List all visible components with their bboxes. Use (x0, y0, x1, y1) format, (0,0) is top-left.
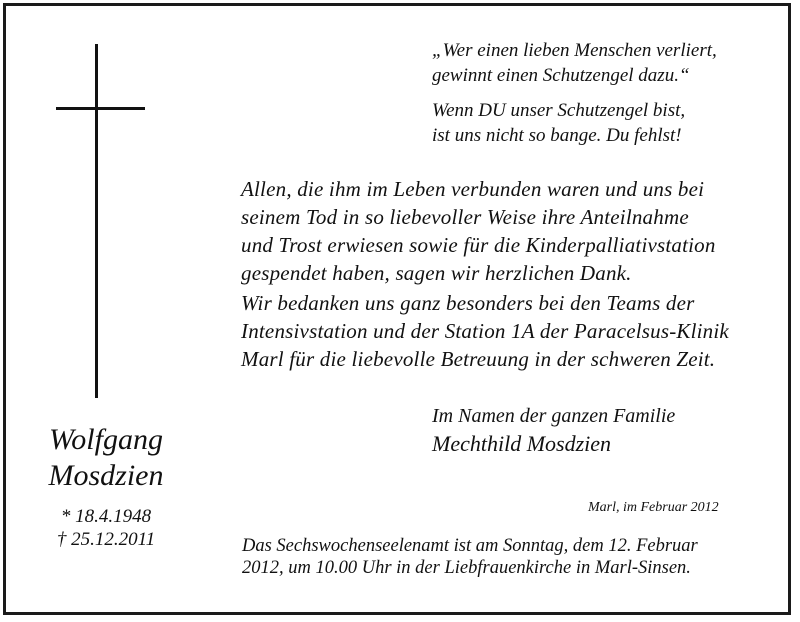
signature-name: Mechthild Mosdzien (432, 431, 612, 456)
mass-notice-line: 2012, um 10.00 Uhr in der Liebfrauenkirche in Marl-Sinsen. (242, 558, 691, 578)
quote-followup-line: ist uns nicht so bange. Du fehlst! (432, 125, 682, 146)
deceased-name (20, 422, 192, 494)
cross-icon-crossbar (56, 107, 145, 110)
teams-line: Wir bedanken uns ganz besonders bei den Teams der (241, 291, 695, 315)
quote-line: „Wer einen lieben Menschen verliert, (432, 40, 717, 61)
teams-paragraph (241, 289, 729, 373)
place-date: Marl, im Februar 2012 (588, 500, 719, 515)
deceased-last-name: Mosdzien (48, 459, 164, 492)
life-dates (20, 505, 192, 551)
thanks-line: seinem Tod in so liebevoller Weise ihre Anteilnahme (241, 205, 689, 229)
quote-followup-line: Wenn DU unser Schutzengel bist, (432, 100, 686, 121)
mass-notice (242, 535, 698, 579)
birth-date: * 18.4.1948 (60, 506, 152, 527)
memorial-quote (432, 38, 717, 88)
deceased-first-name: Wolfgang (49, 423, 163, 456)
thanks-line: gespendet haben, sagen wir herzlichen Dank. (241, 261, 632, 285)
teams-line: Marl für die liebevolle Betreuung in der schweren Zeit. (241, 347, 716, 371)
thanks-paragraph (241, 175, 716, 287)
memorial-quote-followup (432, 98, 685, 148)
thanks-line: und Trost erwiesen sowie für die Kinderpalliativstation (241, 233, 716, 257)
teams-line: Intensivstation und der Station 1A der Paracelsus-Klinik (241, 319, 729, 343)
quote-line: gewinnt einen Schutzengel dazu.“ (432, 65, 690, 86)
signature-intro: Im Namen der ganzen Familie (432, 405, 676, 427)
thanks-line: Allen, die ihm im Leben verbunden waren und uns bei (241, 177, 705, 201)
death-date: † 25.12.2011 (56, 529, 156, 550)
mass-notice-line: Das Sechswochenseelenamt ist am Sonntag, dem 12. Februar (242, 536, 698, 556)
cross-icon (95, 44, 98, 398)
